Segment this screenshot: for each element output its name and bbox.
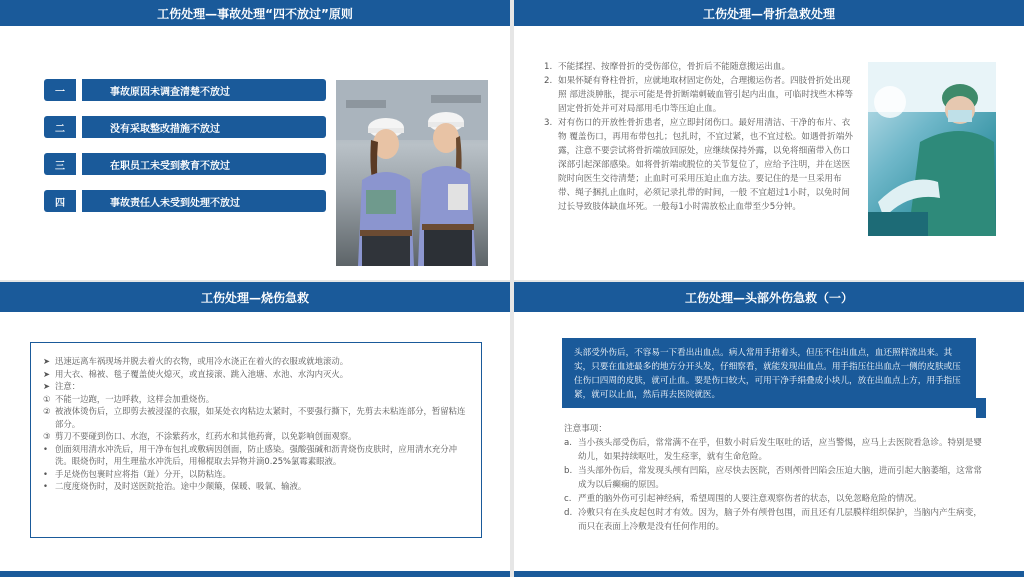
workers-photo (336, 80, 488, 266)
list-text: 创面须用清水冲洗后，用干净布包扎或敷病因创面，防止感染。强酸强碱和沥青烧伤皮肤时，应用清水充分冲洗。眼烧伤时，用生理盐水冲洗后，用棉棍取去异物并滴0.25%氯霉素眼液。 (55, 443, 457, 466)
principle-row (44, 116, 326, 138)
slide-burn-first-aid[interactable] (0, 282, 510, 577)
slide-title: 工伤处理—烧伤急救 (0, 282, 510, 312)
list-text: 不能揉捏、按摩骨折的受伤部位，骨折后不能随意搬运出血。 (558, 62, 791, 72)
list-item (544, 60, 856, 74)
list-number: a. (564, 438, 572, 448)
list-number: c. (564, 494, 572, 504)
list-item (544, 74, 856, 116)
list-item (43, 480, 469, 493)
principle-number: 一 (44, 79, 76, 101)
principle-row (44, 79, 326, 101)
list-text: 不能一边跑，一边呼救，这样会加重烧伤。 (55, 393, 215, 404)
surgeon-illustration (868, 62, 996, 236)
list-item (43, 355, 469, 368)
bullet: • (43, 443, 48, 454)
workers-illustration (336, 80, 488, 266)
principle-number: 四 (44, 190, 76, 212)
list-text: 当小孩头部受伤后，常常满不在乎，但数小时后发生呕吐的话，应当警惕，应马上去医院看急诊。特别是婴幼儿，如果持续呕吐，发生痉挛，就有生命危险。 (578, 438, 982, 462)
burn-steps-box (30, 342, 482, 538)
list-text: 用大衣、棉被、毯子覆盖使火熄灭，或直接滚、跳入池塘、水池、水沟内灭火。 (55, 368, 349, 379)
principle-text: 事故责任人未受到处理不放过 (82, 190, 326, 212)
bullet: ➤ (43, 368, 51, 379)
notes-title: 注意事项： (564, 424, 607, 434)
bullet: • (43, 481, 48, 491)
principle-text: 没有采取整改措施不放过 (82, 116, 326, 138)
principles-list (44, 79, 326, 227)
list-number: 3. (544, 118, 553, 128)
list-text: 严重的脑外伤可引起神经病，希望周围的人要注意观察伤者的状态，以免忽略危险的情况。 (578, 494, 922, 504)
list-item (564, 492, 984, 506)
principle-row (44, 153, 326, 175)
list-number: d. (564, 508, 573, 518)
list-item (43, 393, 469, 406)
slide-four-principles[interactable] (0, 0, 510, 280)
list-text: 对有伤口的开放性骨折患者，应立即封闭伤口。最好用清洁、干净的布片、衣物 覆盖伤口，再用布带包扎；包扎时，不宜过紧，也不宜过松。如遇骨折端外露，注意不要尝试将骨折端放回原处，应继续保持外露，以免将细菌带入伤口深部引起深部感染。如将骨折端或脱位的关节复位了，应给予注明，并在送医院时向医生交待清楚；止血时可采用压迫止血方法。要记住的是一旦采用布带、绳子捆扎止血时，必须记录扎带的时间，一般 不宜超过1小时，以免时间过长导致肢体缺血坏死。一般每1小时需放松止血带至少5分钟。 (558, 118, 853, 212)
list-item (564, 506, 984, 534)
list-item (564, 464, 984, 492)
list-item (43, 468, 469, 481)
list-number: b. (564, 466, 573, 476)
list-item (43, 368, 469, 381)
principle-number: 三 (44, 153, 76, 175)
slide-title: 工伤处理—头部外伤急救（一） (514, 282, 1024, 312)
list-text: 手足烧伤包裹时应将指（趾）分开，以防粘连。 (55, 468, 231, 479)
list-text: 被液体烫伤后，立即剪去被浸湿的衣服，如某处衣肉粘边太紧时，不要强行撕下，先剪去未粘连部分，暂留粘连部分。 (55, 406, 466, 429)
list-text: 剪刀不要碰到伤口、水泡，不涂紫药水，红药水和其他药膏，以免影响创面观察。 (55, 431, 357, 441)
slide-title: 工伤处理—骨折急救处理 (514, 0, 1024, 26)
principle-number: 二 (44, 116, 76, 138)
list-text: 注意： (55, 381, 81, 391)
slide-head-injury-first-aid[interactable] (514, 282, 1024, 577)
list-item (43, 380, 469, 393)
bullet: ③ (43, 431, 51, 441)
slide-bottom-strip (0, 571, 510, 577)
fracture-steps-list (544, 60, 856, 214)
list-text: 迅速远离车祸现场并脱去着火的衣物，或用冷水浇正在着火的衣服或就地滚动。 (55, 356, 349, 366)
bullet: ② (43, 406, 51, 416)
bullet: ① (43, 393, 51, 404)
head-injury-notes (564, 422, 984, 534)
head-injury-callout: 头部受外伤后，不容易一下看出出血点。病人常用手捂着头，但压不住出血点，血还照样流出来。其实，只要在血迹最多的地方分开头发，仔细察看，就能发现出血点。用手指压住出血点一侧的皮肤或压住伤口四周的皮肤，就可止血。要是伤口较大，可用干净手绢叠成小块儿，放在出血点上方，用手指压紧，就可以止血，然后再去医院就医。 (562, 338, 976, 408)
list-number: 2. (544, 76, 553, 86)
callout-accent (976, 398, 986, 418)
bullet: ➤ (43, 356, 51, 366)
slide-title: 工伤处理—事故处理“四不放过”原则 (0, 0, 510, 26)
list-text: 当头部外伤后，常发现头颅有凹陷，应尽快去医院，否则颅骨凹陷会压迫大脑，进而引起大脑萎缩，这常常成为以后癫痫的原因。 (578, 466, 982, 490)
list-text: 二度度烧伤时，及时送医院抢治。途中少颠簸，保暖、吸氧、输液。 (55, 481, 307, 491)
list-item (43, 430, 469, 443)
bullet: ➤ (43, 381, 51, 391)
list-text: 冷敷只有在头皮起包时才有效。因为，脑子外有颅骨包围，而且还有几层膜样组织保护，当脑内产生病变，而只在表面上冷敷是没有任何作用的。 (578, 508, 982, 532)
list-text: 如果怀疑有脊柱骨折，应就地取材固定伤处，合理搬运伤者。四肢骨折处出现照 部进淡肿胀，提示可能是骨折断端刺破血管引起内出血，可临时找些木棒等固定骨折处并可对局部用毛巾等压迫止血。 (558, 76, 853, 114)
list-number: 1. (544, 62, 553, 72)
slide-bottom-strip (514, 571, 1024, 577)
slide-fracture-first-aid[interactable] (514, 0, 1024, 280)
list-item (564, 436, 984, 464)
list-item (43, 405, 469, 430)
surgeon-photo (868, 62, 996, 236)
list-item (544, 116, 856, 214)
principle-text: 在职员工未受到教育不放过 (82, 153, 326, 175)
bullet: • (43, 468, 48, 479)
principle-row (44, 190, 326, 212)
principle-text: 事故原因未调查清楚不放过 (82, 79, 326, 101)
list-item (43, 443, 469, 468)
